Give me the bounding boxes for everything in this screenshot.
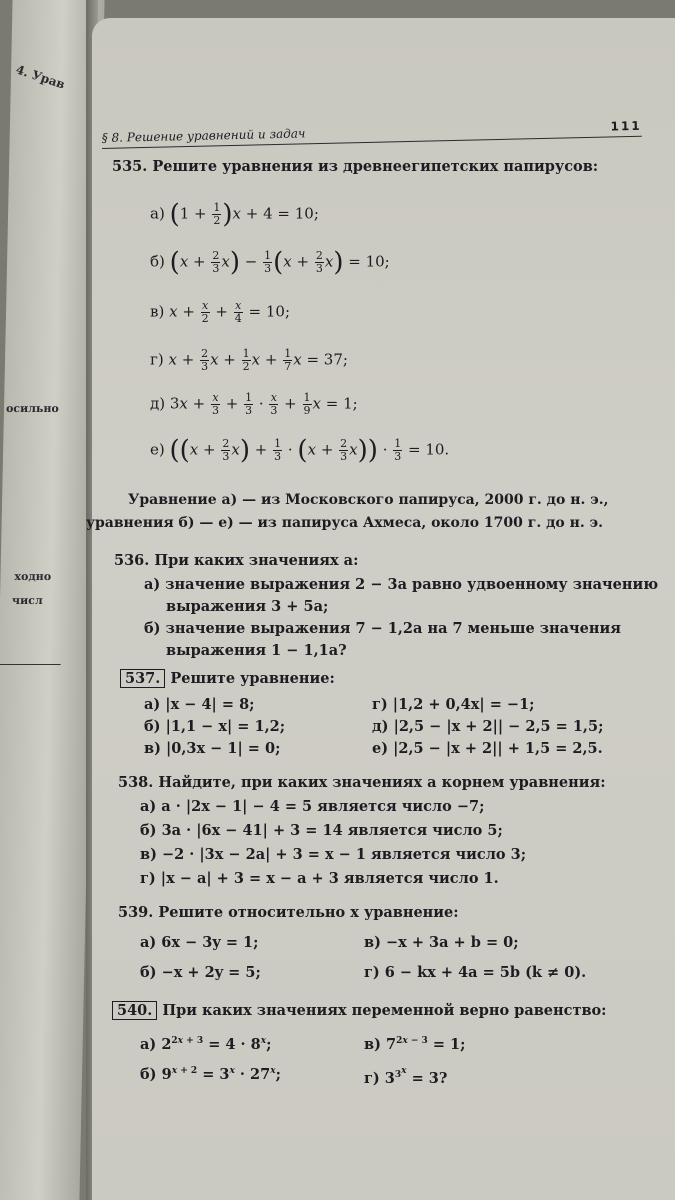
problem-538-b: б) 3a · |6x − 41| + 3 = 14 является число 5; [140, 822, 503, 839]
equation-535-d: г) x + $\frac{2}{3}$ x + $\frac{1}{2}$ x + $\frac{1}{7}$ x = 37; [150, 347, 348, 373]
problem-537-c: в) |0,3x − 1| = 0; [144, 740, 281, 757]
problem-540-heading [112, 1002, 607, 1019]
problem-536-heading [114, 552, 358, 569]
section-title: § 8. Решение уравнений и задач [101, 126, 306, 146]
problem-537-e: д) |2,5 − |x + 2|| − 2,5 = 1,5; [372, 718, 604, 735]
problem-538-d: г) |x − a| + 3 = x − a + 3 является число 1. [140, 870, 499, 887]
item-equation: = 3? [411, 1069, 448, 1087]
item-equation-mid: · 27 [234, 1066, 271, 1083]
item-label: б) [140, 1066, 157, 1083]
item-label: в) [364, 1036, 381, 1053]
left-fragment-1: осильно [5, 402, 59, 415]
problem-536-a-line2: выражения 3 + 5a; [166, 598, 329, 615]
source-note-1: Уравнение а) — из Московского папируса, 2000 г. до н. э., [128, 492, 609, 508]
equation-535-a: а) (1 + $\frac{1}{2}$ )x + 4 = 10; [150, 199, 319, 230]
problem-536-a-line1: а) значение выражения 2 − 3a равно удвоенному значению [144, 576, 659, 593]
problem-prompt: Найдите, при каких значениях a корнем уравнения: [158, 774, 606, 791]
problem-540-d: г) $3^{3^x} = 3$? [364, 1066, 448, 1087]
source-note-2: уравнения б) — е) — из папируса Ахмеса, около 1700 г. до н. э. [86, 515, 604, 531]
problem-number: 539. [118, 904, 154, 921]
problem-540-b: б) $9^{x + 2} = 3^x \cdot 27^x$; [140, 1066, 281, 1083]
problem-number: 540. [112, 1001, 157, 1020]
item-end: ; [275, 1066, 281, 1083]
problem-538-heading [118, 774, 606, 791]
problem-539-d: г) 6 − kx + 4a = 5b (k ≠ 0). [364, 964, 587, 981]
problem-536-b-line1: б) значение выражения 7 − 1,2a на 7 меньше значения [144, 620, 621, 637]
problem-prompt: Решите относительно x уравнение: [158, 904, 459, 921]
equation-535-c: в) x + $\frac{x}{2}$ + $\frac{x}{4}$ = 10; [150, 299, 291, 325]
left-divider [0, 664, 61, 665]
problem-537-d: г) |1,2 + 0,4x| = −1; [372, 696, 535, 713]
problem-prompt: Решите уравнения из древнеегипетских папирусов: [152, 158, 599, 175]
item-equation: = 3 [202, 1066, 230, 1083]
problem-536-b-line2: выражения 1 − 1,1a? [166, 642, 347, 659]
problem-538-a: а) a · |2x − 1| − 4 = 5 является число −7; [140, 798, 485, 815]
problem-number: 538. [118, 774, 154, 791]
problem-number: 537. [120, 669, 165, 688]
problem-539-heading [118, 904, 459, 921]
left-fragment-3: числ [11, 594, 43, 607]
item-equation: = 4 · 8 [208, 1036, 261, 1053]
textbook-page [86, 18, 675, 1200]
problem-537-a: а) |x − 4| = 8; [144, 696, 255, 713]
left-fragment-2: ходно [14, 570, 52, 583]
problem-number: 536. [114, 552, 150, 569]
problem-537-heading [120, 670, 335, 687]
problem-prompt: При каких значениях переменной верно равенство: [162, 1002, 607, 1019]
problem-540-c: в) $7^{2x - 3} = 1$; [364, 1036, 466, 1053]
item-end: ; [266, 1036, 272, 1053]
problem-prompt: При каких значениях a: [154, 552, 359, 569]
problem-539-a: а) 6x − 3y = 1; [140, 934, 259, 951]
item-equation: = 1; [432, 1036, 466, 1053]
problem-537-b: б) |1,1 − x| = 1,2; [144, 718, 286, 735]
problem-prompt: Решите уравнение: [170, 670, 335, 687]
item-label: г) [364, 1069, 380, 1087]
problem-538-c: в) −2 · |3x − 2a| + 3 = x − 1 является число 3; [140, 846, 527, 863]
equation-535-f: е) ((x + $\frac{2}{3}$ x) + $\frac{1}{3}$ · (x + $\frac{2}{3}$ x)) · $\frac{1}{3}$ = 10. [150, 435, 450, 466]
left-header-fragment: 4. Урав [14, 62, 67, 92]
equation-535-b: б) (x + $\frac{2}{3}$ x) − $\frac{1}{3}$ (x + $\frac{2}{3}$ x) = 10; [150, 247, 390, 278]
problem-539-c: в) −x + 3a + b = 0; [364, 934, 519, 951]
problem-539-b: б) −x + 2y = 5; [140, 964, 261, 981]
page-number: 111 [610, 118, 642, 134]
page-header [101, 114, 641, 149]
item-label: а) [140, 1036, 157, 1053]
equation-535-e: д) 3x + $\frac{x}{3}$ + $\frac{1}{3}$ · $\frac{x}{3}$ + $\frac{1}{9}$ x = 1; [150, 391, 358, 417]
problem-number: 535. [112, 158, 148, 175]
problem-537-f: е) |2,5 − |x + 2|| + 1,5 = 2,5. [372, 740, 603, 757]
problem-540-a: а) $2^{2x + 3} = 4 \cdot 8^x$; [140, 1036, 272, 1053]
problem-535-heading [112, 158, 598, 175]
